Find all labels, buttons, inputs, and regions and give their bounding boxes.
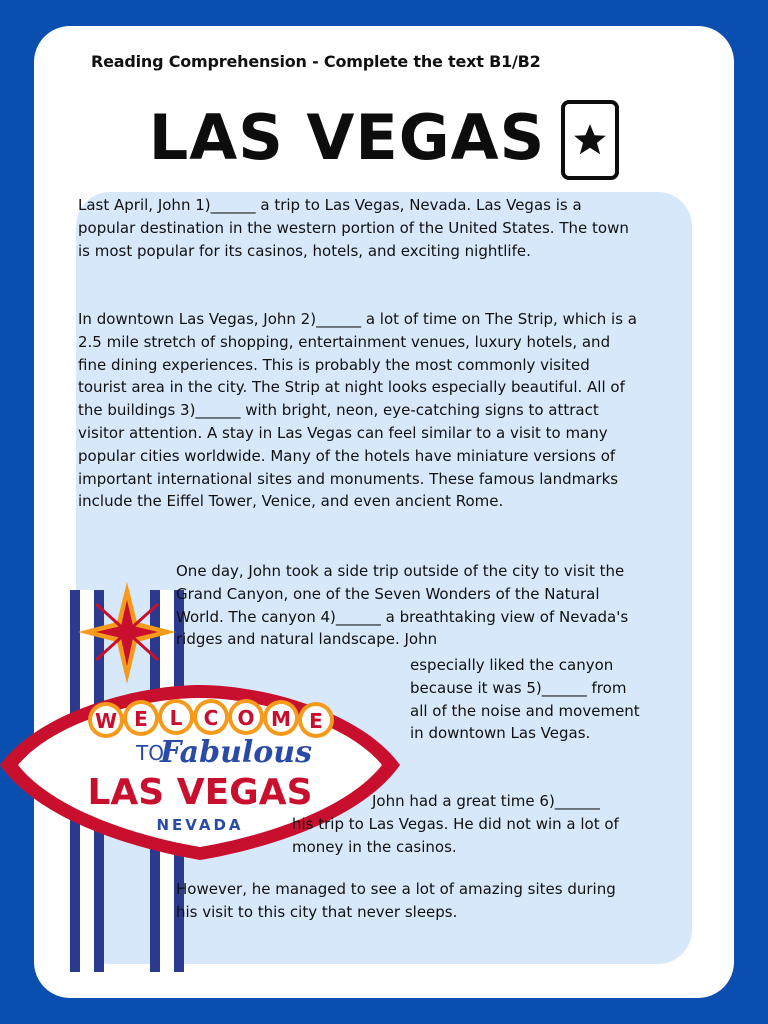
sign-state-text: NEVADA [156, 816, 244, 834]
paragraph-6: However, he managed to see a lot of amazing sites during his visit to this city that never sleeps. [176, 880, 616, 921]
paragraph-5-rest: his trip to Las Vegas. He did not win a lot of money in the casinos. [292, 814, 619, 856]
welcome-letter: O [237, 706, 255, 730]
title-row [34, 92, 734, 182]
sign-city-text: LAS VEGAS [87, 772, 313, 813]
welcome-letter: M [271, 707, 291, 731]
paragraph-5 [292, 790, 636, 858]
paragraph-3: One day, John took a side trip outside of the city to visit the Grand Canyon, one of the Seven Wonders of the Natural World. The canyon 4)______ a breathtaking view of Nevada's ridges and natural landscape. John [176, 562, 629, 649]
worksheet-subtitle: Reading Comprehension - Complete the text B1/B2 [91, 52, 541, 71]
paragraph-4: especially liked the canyon because it was 5)______ from all of the noise and movement in downtown Las Vegas. [410, 656, 640, 743]
welcome-letter: E [134, 707, 148, 731]
paragraph-5-first-line: John had a great time 6)______ [372, 792, 600, 810]
welcome-letter: W [94, 709, 118, 733]
paragraph-1: Last April, John 1)______ a trip to Las Vegas, Nevada. Las Vegas is a popular destination in the western portion of the United States. The town is most popular for its casinos, hotels, and exciting nightlife. [78, 196, 629, 260]
page-title: LAS VEGAS [148, 100, 546, 174]
welcome-letter: C [203, 706, 219, 730]
welcome-letter: L [169, 706, 183, 730]
star-card-icon [561, 100, 619, 180]
paragraph-2: In downtown Las Vegas, John 2)______ a lot of time on The Strip, which is a 2.5 mile stretch of shopping, entertainment venues, luxury hotels, and fine dining experiences. This is probably the most commonly visited tourist area in the city. The Strip at night looks especially beautiful. All of the buildings 3)______ with bright, neon, eye-catching signs to attract visitor attention. A stay in Las Vegas can feel similar to a visit to many popular cities worldwide. Many of the hotels have miniature versions of important international sites and monuments. These famous landmarks include the Eiffel Tower, Venice, and even ancient Rome. [78, 310, 637, 511]
sign-to-text: TO [136, 741, 164, 765]
welcome-letter: E [309, 709, 323, 733]
sign-fabulous-text: Fabulous [160, 735, 312, 770]
